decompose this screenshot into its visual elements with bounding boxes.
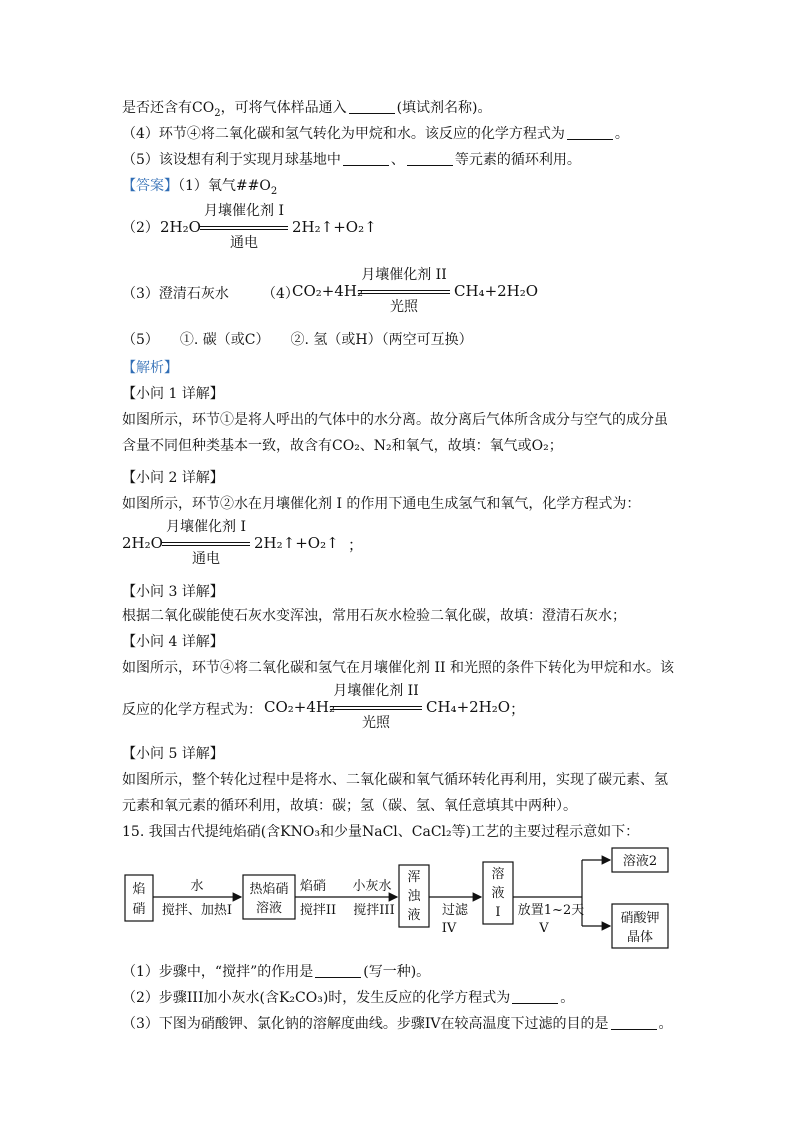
subq1-title: 【小问 1 详解】 xyxy=(122,386,224,402)
subq3-line1: 根据二氧化碳能使石灰水变浑浊，常用石灰水检验二氧化碳，故填：澄清石灰水； xyxy=(122,608,626,624)
equation-methanation-analysis xyxy=(264,684,534,734)
text: 。 xyxy=(658,1016,673,1032)
text: （3）下图为硝酸钾、氯化钠的溶解度曲线。步骤IV在较高温度下过滤的目的是 xyxy=(122,1016,609,1032)
text: (填试剂名称)。 xyxy=(396,100,492,116)
subq4-title: 【小问 4 详解】 xyxy=(122,634,224,650)
arrow-label: IV xyxy=(441,921,457,936)
subq1-line1: 如图所示，环节①是将人呼出的气体中的水分离。故分离后气体所含成分与空气的成分虽 xyxy=(122,412,668,428)
eq-bar xyxy=(358,290,450,291)
eq-bar xyxy=(200,226,288,227)
box-text: 溶液2 xyxy=(622,854,658,869)
text: 、 xyxy=(390,152,405,168)
eq-condition: 通电 xyxy=(230,235,258,251)
q15-stem: 15. 我国古代提纯焰硝(含KNO₃和少量NaCl、CaCl₂等)工艺的主要过程示意如下： xyxy=(122,824,640,840)
eq-condition: 通电 xyxy=(192,551,220,567)
box-text: 浑 xyxy=(407,870,421,885)
subq5-line1: 如图所示，整个转化过程中是将水、二氧化碳和氧气循环转化再利用，实现了碳元素、氢 xyxy=(122,772,668,788)
eq-bar xyxy=(330,709,422,710)
subq1-line2: 含量不同但种类基本一致，故含有CO₂、N₂和氧气，故填：氧气或O₂； xyxy=(122,438,563,454)
arrow-label: 焰硝 xyxy=(299,879,327,894)
text: （1）步骤中，“搅拌”的作用是 xyxy=(122,964,314,980)
q5-line xyxy=(122,150,581,170)
text: 。 xyxy=(614,126,629,142)
process-flow-diagram xyxy=(0,842,800,952)
eq-bar xyxy=(162,542,250,543)
equation-electrolysis-analysis xyxy=(122,520,382,570)
box-text: 溶 xyxy=(491,867,505,882)
text: 等元素的循环利用。 xyxy=(454,152,581,168)
answer-2-num: （2） xyxy=(122,220,159,236)
arrow-label: 放置1~2天 xyxy=(517,903,585,918)
subq3-title: 【小问 3 详解】 xyxy=(122,584,224,600)
subq2-title: 【小问 2 详解】 xyxy=(122,470,224,486)
eq-bar xyxy=(162,545,250,546)
answer-blank[interactable] xyxy=(567,125,613,140)
eq-catalyst: 月壤催化剂 I xyxy=(204,203,284,219)
eq-bar xyxy=(330,706,422,707)
subq5-title: 【小问 5 详解】 xyxy=(122,746,224,762)
eq-bar xyxy=(200,229,288,230)
eq-catalyst: 月壤催化剂 I xyxy=(166,519,246,535)
answer-line-1 xyxy=(122,176,277,202)
arrow-label: 小灰水 xyxy=(352,879,392,894)
text: 是否还含有CO xyxy=(122,100,215,116)
text: （2）步骤III加小灰水(含K₂CO₃)时，发生反应的化学方程式为 xyxy=(122,990,511,1006)
eq-right: 2H₂↑+O₂↑ xyxy=(254,534,339,552)
answer-blank[interactable] xyxy=(343,151,389,166)
eq-catalyst: 月壤催化剂 II xyxy=(333,683,419,699)
subscript: 2 xyxy=(214,107,221,119)
answer-1: （1）氧气##O xyxy=(178,178,271,194)
subq4-line1: 如图所示，环节④将二氧化碳和氢气在月壤催化剂 II 和光照的条件下转化为甲烷和水。该 xyxy=(122,660,674,676)
eq-condition: 光照 xyxy=(362,715,390,731)
eq-left: CO₂+4H₂ xyxy=(264,698,335,716)
subq5-line2: 元素和氧元素的循环利用，故填：碳；氢（碳、氢、氧任意填其中两种）。 xyxy=(122,798,577,814)
q4-line xyxy=(122,124,629,144)
eq-right: CH₄+2H₂O xyxy=(426,698,511,716)
eq-tail: ； xyxy=(510,700,526,718)
answer-blank[interactable] xyxy=(349,99,395,114)
answer-5: （5） ①. 碳（或C） ②. 氢（或H）（两空可互换） xyxy=(122,332,473,348)
box-text: 溶液 xyxy=(255,901,283,916)
eq-tail: ； xyxy=(348,536,364,554)
text: （4）环节④将二氧化碳和氢气转化为甲烷和水。该反应的化学方程式为 xyxy=(122,126,565,142)
box-text: 晶体 xyxy=(626,930,654,945)
eq-bar xyxy=(358,293,450,294)
text: （5）该设想有利于实现月球基地中 xyxy=(122,152,341,168)
box-text: I xyxy=(495,905,501,920)
answer-blank[interactable] xyxy=(611,1015,657,1030)
arrow-label: 搅拌、加热I xyxy=(161,903,233,918)
box-text: 硝酸钾 xyxy=(620,911,660,926)
answer-blank[interactable] xyxy=(407,151,453,166)
equation-methanation xyxy=(292,268,552,318)
eq-left: 2H₂O xyxy=(160,218,201,236)
eq-right: 2H₂↑+O₂↑ xyxy=(292,218,377,236)
q3-cont-line xyxy=(122,98,492,124)
box-text: 液 xyxy=(491,886,505,901)
text: ，可将气体样品通入 xyxy=(220,100,347,116)
eq-left: CO₂+4H₂ xyxy=(292,282,363,300)
subscript: 2 xyxy=(270,185,278,197)
eq-catalyst: 月壤催化剂 II xyxy=(361,267,447,283)
answer-label: 【答案】 xyxy=(122,178,178,194)
text: 。 xyxy=(560,990,575,1006)
eq-left: 2H₂O xyxy=(122,534,163,552)
text: (写一种)。 xyxy=(363,964,431,980)
answer-blank[interactable] xyxy=(512,989,558,1004)
subq4-line2: 反应的化学方程式为： xyxy=(122,702,262,718)
arrow-label: 水 xyxy=(190,879,204,894)
arrow-label: 搅拌III xyxy=(353,903,395,918)
box-text: 热焰硝 xyxy=(249,882,289,897)
analysis-label: 【解析】 xyxy=(122,360,178,376)
arrow-label: 过滤 xyxy=(441,903,469,918)
answer-3: （3）澄清石灰水 xyxy=(122,286,229,302)
q15-sub2 xyxy=(122,988,574,1008)
eq-right: CH₄+2H₂O xyxy=(454,282,539,300)
box-text: 焰 xyxy=(132,882,146,897)
answer-4-num: （4） xyxy=(262,286,299,302)
equation-electrolysis xyxy=(160,204,400,254)
arrow-label: 搅拌II xyxy=(299,903,337,918)
arrow-label: V xyxy=(539,921,549,936)
box-text: 浊 xyxy=(407,889,421,904)
q15-sub1 xyxy=(122,962,430,982)
answer-blank[interactable] xyxy=(315,963,361,978)
box-text: 硝 xyxy=(132,902,146,917)
box-text: 液 xyxy=(407,908,421,923)
subq2-line1: 如图所示，环节②水在月壤催化剂 I 的作用下通电生成氢气和氧气，化学方程式为： xyxy=(122,496,641,512)
q15-sub3 xyxy=(122,1014,673,1034)
eq-condition: 光照 xyxy=(390,299,418,315)
